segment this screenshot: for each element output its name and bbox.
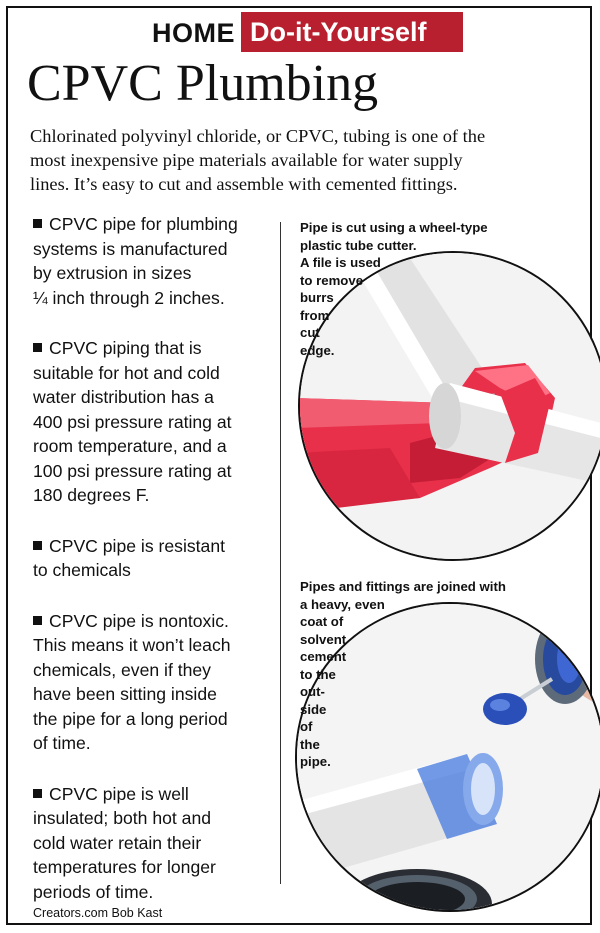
square-bullet-icon	[33, 616, 42, 625]
fact-item	[33, 609, 283, 756]
square-bullet-icon	[33, 219, 42, 228]
fact-line: insulated; both hot and	[33, 808, 212, 828]
caption-line: side	[300, 701, 327, 717]
fact-line: This means it won’t leach	[33, 635, 231, 655]
caption-line: A file is used	[300, 255, 381, 270]
caption-line: Pipes and fittings are joined with	[300, 579, 506, 594]
caption-line: Pipe is cut using a wheel-type	[300, 220, 488, 235]
caption-line: solvent	[300, 631, 347, 647]
caption-line: a heavy, even	[300, 596, 385, 612]
caption-line: out-	[300, 684, 325, 699]
caption-line: of	[300, 719, 313, 734]
intro-line: Chlorinated polyvinyl chloride, or CPVC, tubing is one of the	[30, 126, 486, 146]
fact-item	[33, 782, 283, 905]
photo-credit: Creators.com Bob Kast	[33, 906, 163, 920]
fact-line: 100 psi pressure rating at	[33, 460, 232, 481]
fact-line: CPVC pipe is well	[33, 782, 283, 807]
caption-line: cement	[300, 649, 347, 664]
fact-line: systems is manufactured	[33, 238, 228, 259]
cement-caption	[300, 578, 506, 771]
fact-line: chemicals, even if they	[33, 659, 211, 680]
fact-line: CPVC pipe is nontoxic.	[33, 609, 283, 634]
fact-line: 180 degrees F.	[33, 485, 150, 505]
fact-line: to chemicals	[33, 560, 131, 580]
column-divider	[280, 222, 281, 884]
intro-line: most inexpensive pipe materials available for water supply	[30, 150, 463, 170]
square-bullet-icon	[33, 343, 42, 352]
fact-list	[33, 212, 283, 904]
caption-line: pipe.	[300, 754, 331, 769]
fact-line: suitable for hot and cold	[33, 362, 220, 383]
fact-item	[33, 336, 283, 508]
fact-item	[33, 534, 283, 583]
fact-line: CPVC pipe for plumbing	[33, 212, 283, 237]
fact-line: the pipe for a long period	[33, 708, 228, 729]
fact-line: CPVC pipe is resistant	[33, 534, 283, 559]
caption-line: coat of	[300, 614, 344, 629]
caption-line: plastic tube cutter.	[300, 237, 417, 253]
cutter-caption	[300, 219, 488, 359]
masthead	[0, 8, 600, 48]
square-bullet-icon	[33, 541, 42, 550]
caption-line: burrs	[300, 290, 334, 305]
caption-line: to the	[300, 666, 336, 682]
caption-line: to remove	[300, 272, 364, 288]
fact-line: periods of time.	[33, 881, 154, 902]
fact-line: by extrusion in sizes	[33, 263, 192, 283]
section-label: HOME	[152, 18, 235, 48]
intro-line: lines. It’s easy to cut and assemble with cemented fittings.	[30, 174, 458, 194]
square-bullet-icon	[33, 789, 42, 798]
intro-paragraph	[30, 124, 590, 196]
fact-line: 400 psi pressure rating at	[33, 411, 232, 432]
fact-line: CPVC piping that is	[33, 336, 283, 361]
fact-line: of time.	[33, 733, 91, 753]
fact-line: water distribution has a	[33, 387, 214, 407]
caption-line: from	[300, 307, 330, 323]
fact-line: have been sitting inside	[33, 684, 217, 704]
fact-line: room temperature, and a	[33, 436, 227, 456]
section-tag: Do-it-Yourself	[241, 12, 463, 52]
article-title: CPVC Plumbing	[27, 55, 379, 112]
caption-line: the	[300, 736, 320, 752]
caption-line: cut	[300, 325, 320, 340]
fact-line: cold water retain their	[33, 832, 202, 853]
fact-line: ¼ inch through 2 inches.	[33, 287, 225, 308]
caption-line: edge.	[300, 342, 335, 358]
fact-line: temperatures for longer	[33, 857, 216, 877]
fact-item	[33, 212, 283, 310]
